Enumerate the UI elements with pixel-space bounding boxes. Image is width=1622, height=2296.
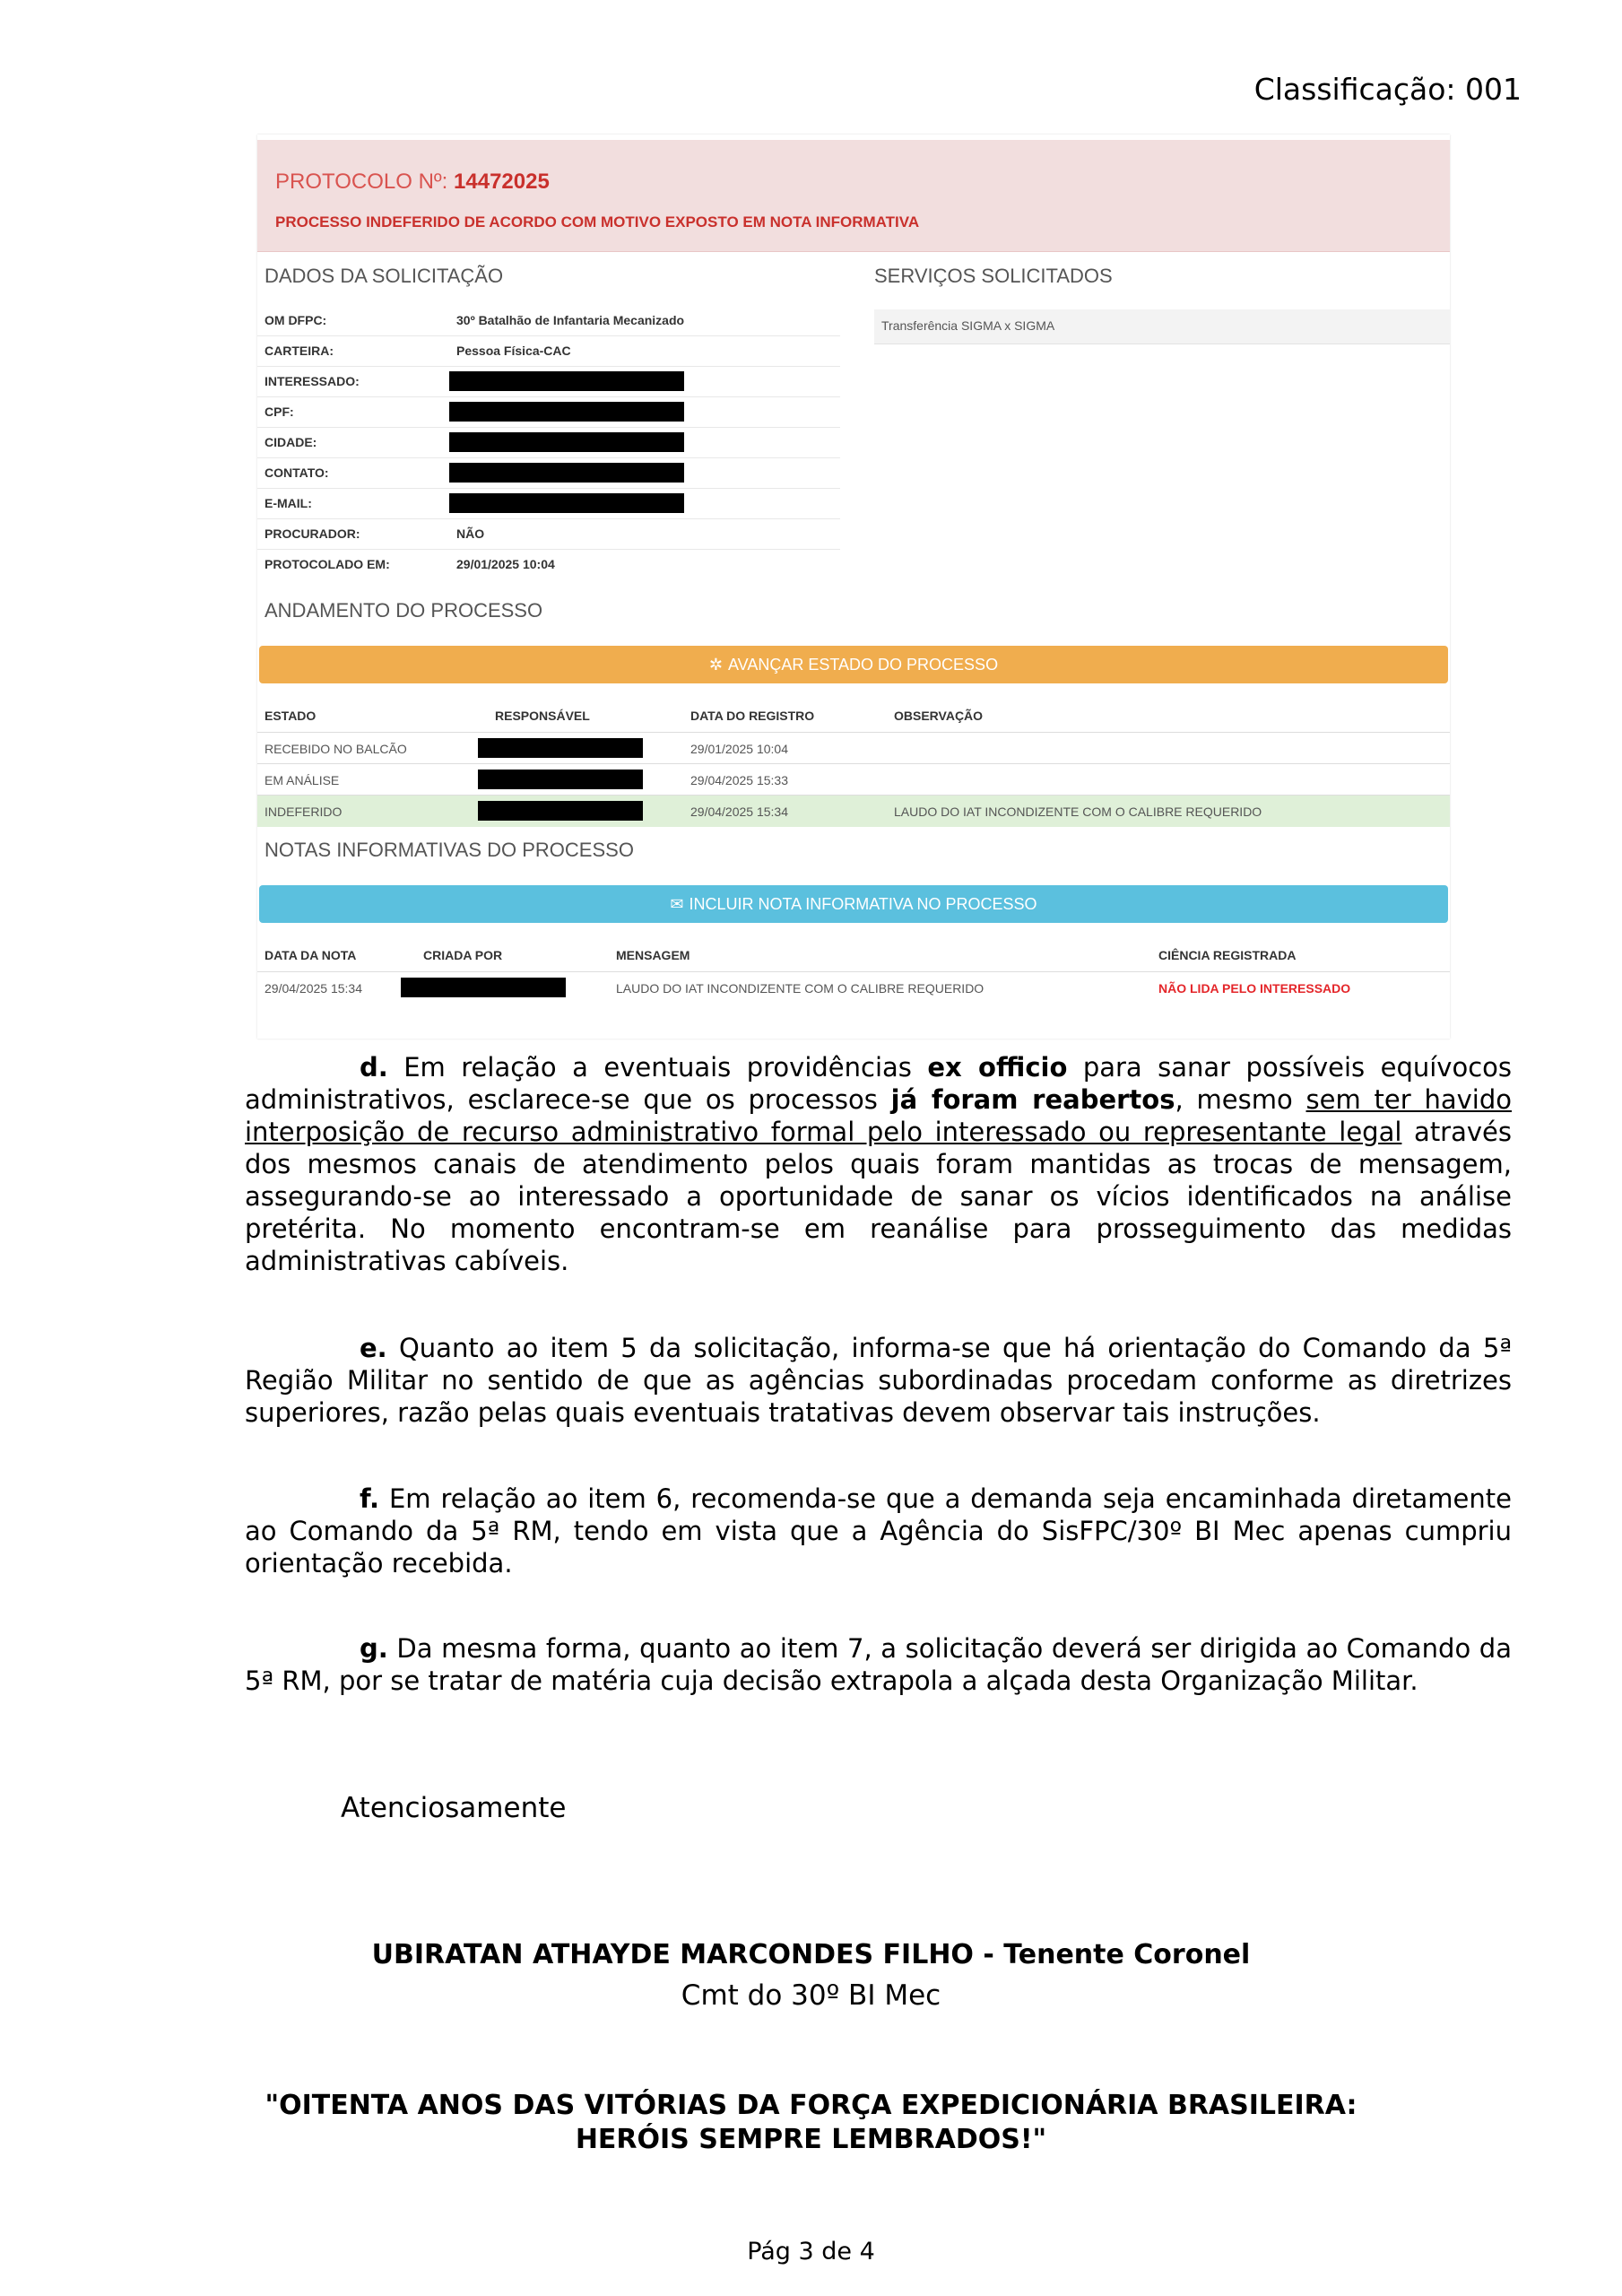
paragraph-f: f. Em relação ao item 6, recomenda-se que a demanda seja encaminhada diretamente ao Comando da 5ª RM, tendo em vista que a Agência do SisFPC/30º BI Mec apenas cumpriu orientação recebida. xyxy=(245,1483,1512,1578)
paragraph-d: d. Em relação a eventuais providências ex officio para sanar possíveis equívocos administrativos, esclarece-se que os processos já foram reabertos, mesmo sem ter havido interposição de recurso administrativo formal pelo interessado ou representante legal através dos mesmos canais de atendimento pelos quais foram mantidas as trocas de mensagem, assegurando-se ao interessado a oportunidade de sanar os vícios identificados na análise pretérita. No momento encontram-se em reanálise para prosseguimento das medidas administrativas cabíveis. xyxy=(245,1052,1512,1276)
gear-icon: ✲ xyxy=(708,656,724,674)
protocol-status-message: PROCESSO INDEFERIDO DE ACORDO COM MOTIVO EXPOSTO EM NOTA INFORMATIVA xyxy=(275,213,920,230)
add-note-button[interactable]: ✉ INCLUIR NOTA INFORMATIVA NO PROCESSO xyxy=(259,885,1448,923)
section-title-notas: NOTAS INFORMATIVAS DO PROCESSO xyxy=(265,839,634,861)
redaction-bar xyxy=(449,371,684,391)
classification-label: Classificação: 001 xyxy=(1253,72,1522,107)
embedded-screenshot xyxy=(257,135,1450,1039)
field-row-contato: CONTATO: xyxy=(257,457,840,489)
redaction-bar xyxy=(449,432,684,452)
redaction-bar xyxy=(478,738,643,758)
section-title-andamento: ANDAMENTO DO PROCESSO xyxy=(265,599,543,622)
field-row-cpf: CPF: xyxy=(257,396,840,428)
table-row: RECEBIDO NO BALCÃO 29/01/2025 10:04 xyxy=(257,732,1450,764)
protocol-alert xyxy=(257,140,1450,252)
page-number: Pág 3 de 4 xyxy=(747,2238,875,2266)
field-row-email: E-MAIL: xyxy=(257,488,840,519)
table-row: EM ANÁLISE 29/04/2025 15:33 xyxy=(257,763,1450,796)
col-header-responsavel: RESPONSÁVEL xyxy=(495,709,590,723)
redaction-bar xyxy=(478,770,643,789)
motto-line-1: "OITENTA ANOS DAS VITÓRIAS DA FORÇA EXPEDICIONÁRIA BRASILEIRA: xyxy=(265,2090,1357,2121)
paragraph-g: g. Da mesma forma, quanto ao item 7, a solicitação deverá ser dirigida ao Comando da 5ª RM, por se tratar de matéria cuja decisão extrapola a alçada desta Organização Militar. xyxy=(245,1633,1512,1696)
redaction-bar xyxy=(449,493,684,513)
redaction-bar xyxy=(449,463,684,483)
col-header-mensagem: MENSAGEM xyxy=(616,948,690,962)
section-title-servicos: SERVIÇOS SOLICITADOS xyxy=(874,265,1113,287)
col-header-criada-por: CRIADA POR xyxy=(423,948,503,962)
table-row: INDEFERIDO 29/04/2025 15:34 LAUDO DO IAT INCONDIZENTE COM O CALIBRE REQUERIDO xyxy=(257,795,1450,827)
col-header-observacao: OBSERVAÇÃO xyxy=(894,709,984,723)
redaction-bar xyxy=(401,978,566,997)
motto-line-2: HERÓIS SEMPRE LEMBRADOS!" xyxy=(575,2124,1047,2155)
field-row-carteira: CARTEIRA: Pessoa Física-CAC xyxy=(257,335,840,367)
service-item: Transferência SIGMA x SIGMA xyxy=(874,309,1450,344)
redaction-bar xyxy=(478,801,643,821)
signature-role: Cmt do 30º BI Mec xyxy=(681,1979,941,2012)
closing-text: Atenciosamente xyxy=(341,1792,567,1824)
col-header-data-registro: DATA DO REGISTRO xyxy=(690,709,815,723)
table-row: 29/04/2025 15:34 LAUDO DO IAT INCONDIZENTE COM O CALIBRE REQUERIDO NÃO LIDA PELO INTERESSADO xyxy=(257,971,1450,1004)
signature-name: UBIRATAN ATHAYDE MARCONDES FILHO - Tenente Coronel xyxy=(371,1939,1251,1970)
protocol-number: PROTOCOLO Nº: 14472025 xyxy=(275,170,550,194)
section-title-dados: DADOS DA SOLICITAÇÃO xyxy=(265,265,504,287)
field-row-protocolado: PROTOCOLADO EM: 29/01/2025 10:04 xyxy=(265,557,555,571)
redaction-bar xyxy=(449,402,684,422)
field-row-om: OM DFPC: 30º Batalhão de Infantaria Mecanizado xyxy=(257,305,840,336)
advance-state-button[interactable]: ✲ AVANÇAR ESTADO DO PROCESSO xyxy=(259,646,1448,683)
col-header-data-nota: DATA DA NOTA xyxy=(265,948,357,962)
paragraph-e: e. Quanto ao item 5 da solicitação, informa-se que há orientação do Comando da 5ª Região Militar no sentido de que as agências subordinadas procedam conforme as diretrizes superiores, razão pelas quais eventuais tratativas devem observar tais instruções. xyxy=(245,1333,1512,1428)
field-row-interessado: INTERESSADO: xyxy=(257,366,840,397)
envelope-icon: ✉ xyxy=(670,895,684,913)
col-header-estado: ESTADO xyxy=(265,709,317,723)
col-header-ciencia: CIÊNCIA REGISTRADA xyxy=(1158,948,1297,962)
field-row-procurador: PROCURADOR: NÃO xyxy=(257,518,840,550)
field-row-cidade: CIDADE: xyxy=(257,427,840,458)
